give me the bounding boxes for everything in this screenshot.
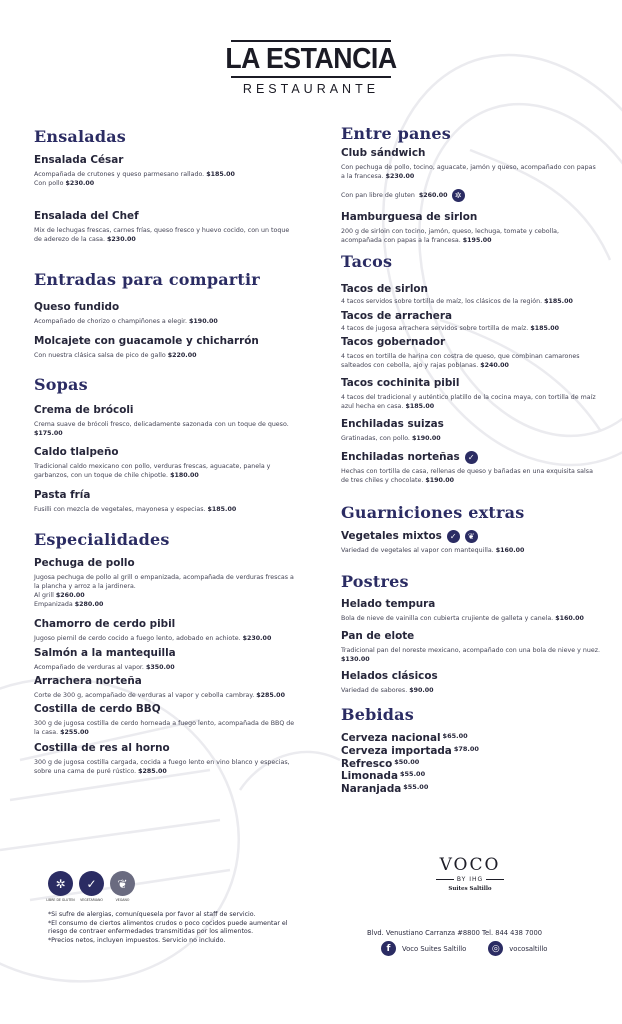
item-desc: Con nuestra clásica salsa de pico de gallo $220.00 — [34, 352, 197, 359]
section-title-guarniciones: Guarniciones extras — [341, 503, 525, 522]
vegetarian-check-icon: ✓ — [465, 451, 478, 464]
voco-location: Suites Saltillo — [448, 886, 492, 892]
item-desc: Hechas con tortilla de casa, rellenas de queso y bañadas en una exquisita salsa de tres chiles y chocolate. $190.00 — [341, 468, 593, 484]
item-name: Enchiladas norteñas ✓ — [341, 451, 601, 464]
gluten-free-option: Con pan libre de gluten $260.00 ✲ — [341, 189, 601, 202]
wheat-icon: ✲ — [48, 871, 73, 896]
leaf-icon: ❦ — [110, 871, 135, 896]
item-name: Crema de brócoli — [34, 404, 134, 416]
item-name: Hamburguesa de sirlon — [341, 211, 478, 223]
item-desc: Tradicional pan del noreste mexicano, acompañado con una bola de nieve y nuez. $130.00 — [341, 647, 601, 663]
restaurant-header — [0, 40, 622, 96]
item-name: Molcajete con guacamole y chicharrón — [34, 335, 259, 347]
item-desc: Acompañado de chorizo o champiñones a elegir. $190.00 — [34, 318, 218, 325]
menu-item — [341, 147, 601, 202]
item-desc: Fusilli con mezcla de vegetales, mayonesa y especias. $185.00 — [34, 506, 237, 513]
item-name: Tacos gobernador — [341, 336, 446, 348]
item-desc: 4 tacos en tortilla de harina con costra de queso, que combinan camarones salteados con cebolla, ajo y rajas poblanas. $240.00 — [341, 353, 580, 369]
item-name: Queso fundido — [34, 301, 120, 313]
item-name: Chamorro de cerdo pibil — [34, 618, 176, 630]
menu-item — [34, 210, 299, 244]
legend-vegan: ❦ VEGANO — [110, 871, 135, 902]
header-bottom-rule — [231, 76, 391, 78]
legend-gluten-free: ✲ LIBRE DE GLUTEN — [48, 871, 73, 902]
vegetarian-check-icon: ✓ — [447, 530, 460, 543]
item-name: Tacos de sirlon — [341, 283, 428, 295]
section-title-entre-panes: Entre panes — [341, 124, 451, 143]
wheat-icon: ✲ — [452, 189, 465, 202]
menu-item — [341, 530, 601, 555]
drink-item: Limonada $^{\$55.00}$ — [341, 770, 426, 782]
item-desc: Variedad de vegetales al vapor con mantequilla. $160.00 — [341, 547, 525, 554]
menu-item — [341, 670, 601, 695]
item-desc: 300 g de jugosa costilla cargada, cocida a fuego lento en vino blanco y especias, sobre una cama de puré rústico. $285.00 — [34, 759, 290, 775]
menu-item — [34, 446, 299, 480]
instagram-handle[interactable]: vocosaltillo — [509, 944, 548, 953]
drink-item: Cerveza importada $^{\$78.00}$ — [341, 745, 479, 757]
item-name: Helados clásicos — [341, 670, 438, 682]
item-name: Costilla de res al horno — [34, 742, 170, 754]
menu-item — [34, 703, 299, 737]
section-title-especialidades: Especialidades — [34, 530, 170, 549]
item-desc: 4 tacos de jugosa arrachera servidos sobre tortilla de maíz. $185.00 — [341, 325, 560, 332]
facebook-icon[interactable]: f — [381, 941, 396, 956]
menu-item — [34, 404, 299, 438]
item-name: Club sándwich — [341, 147, 426, 159]
item-desc: Corte de 300 g, acompañado de verduras al vapor y cebolla cambray. $285.00 — [34, 692, 285, 699]
section-title-postres: Postres — [341, 572, 409, 591]
item-desc: Con pechuga de pollo, tocino, aguacate, jamón y queso, acompañado con papas a la francesa. $230.00 — [341, 164, 596, 180]
item-name: Tacos cochinita pibil — [341, 377, 460, 389]
item-name: Arrachera norteña — [34, 675, 142, 687]
item-desc: 200 g de sirloin con tocino, jamón, queso, lechuga, tomate y cebolla, acompañada con papas a la francesa. $195.00 — [341, 228, 559, 244]
menu-item — [341, 418, 601, 443]
menu-item — [34, 647, 299, 672]
item-name: Pasta fría — [34, 489, 91, 501]
menu-item — [34, 742, 299, 776]
restaurant-name: LA ESTANCIA — [225, 43, 397, 75]
menu-item — [341, 211, 601, 245]
menu-item — [341, 451, 601, 485]
section-title-tacos: Tacos — [341, 252, 393, 271]
section-title-entradas: Entradas para compartir — [34, 270, 260, 289]
item-name: Salmón a la mantequilla — [34, 647, 176, 659]
item-desc: Bola de nieve de vainilla con cubierta crujiente de galleta y canela. $160.00 — [341, 615, 584, 622]
item-name: Costilla de cerdo BBQ — [34, 703, 161, 715]
menu-item — [34, 557, 299, 609]
item-name: Ensalada César — [34, 154, 124, 166]
item-name: Enchiladas suizas — [341, 418, 444, 430]
menu-item — [341, 310, 601, 333]
facebook-handle[interactable]: Voco Suites Saltillo — [402, 944, 467, 953]
note-line: *El consumo de ciertos alimentos crudos o poco cocidos puede aumentar el riesgo de contraer enfermedades transmitidas por los alimentos. — [48, 919, 288, 936]
item-desc: Acompañada de crutones y queso parmesano rallado. $185.00 Con pollo $230.00 — [34, 171, 235, 187]
item-name: Pechuga de pollo — [34, 557, 135, 569]
item-desc: Crema suave de brócoli fresco, delicadamente sazonada con un toque de queso. $175.00 — [34, 421, 289, 437]
item-name: Helado tempura — [341, 598, 436, 610]
item-name: Tacos de arrachera — [341, 310, 452, 322]
menu-item — [341, 598, 601, 623]
item-desc: 300 g de jugosa costilla de cerdo horneada a fuego lento, acompañada de BBQ de la casa. $255.00 — [34, 720, 295, 736]
note-line: *Precios netos, incluyen impuestos. Servicio no incluido. — [48, 936, 226, 944]
menu-item — [34, 489, 299, 514]
item-desc: Tradicional caldo mexicano con pollo, verduras frescas, aguacate, panela y garbanzos, con un toque de chile chipotle. $180.00 — [34, 463, 271, 479]
section-title-bebidas: Bebidas — [341, 705, 414, 724]
drink-item: Refresco $^{\$50.00}$ — [341, 758, 420, 770]
item-desc: Acompañado de verduras al vapor. $350.00 — [34, 664, 175, 671]
voco-by-ihg: BY IHG — [400, 876, 540, 883]
vegan-leaf-icon: ❦ — [465, 530, 478, 543]
menu-item — [34, 301, 299, 326]
menu-item — [341, 283, 601, 306]
item-desc: Jugoso piernil de cerdo cocido a fuego lento, adobado en achiote. $230.00 — [34, 635, 272, 642]
drink-item: Cerveza nacional $^{\$65.00}$ — [341, 732, 468, 744]
drink-item: Naranjada $^{\$55.00}$ — [341, 783, 429, 795]
instagram-icon[interactable]: ◎ — [488, 941, 503, 956]
item-name: Vegetales mixtos ✓ ❦ — [341, 530, 601, 543]
note-line: *Si sufre de alergias, comuníquesela por favor al staff de servicio. — [48, 911, 256, 918]
voco-wordmark: VOCO — [439, 855, 501, 875]
item-desc: Mix de lechugas frescas, carnes frías, queso fresco y huevo cocido, con un toque de aderezo de la casa. $230.00 — [34, 227, 290, 243]
allergy-notes — [48, 911, 308, 945]
legend-vegetarian: ✓ VEGETARIANO — [79, 871, 104, 902]
item-name: Pan de elote — [341, 630, 415, 642]
item-name: Ensalada del Chef — [34, 210, 139, 222]
item-desc: 4 tacos servidos sobre tortilla de maíz, los clásicos de la región. $185.00 — [341, 298, 573, 305]
item-desc: Jugosa pechuga de pollo al grill o empanizada, acompañada de verduras frescas a la plancha y arroz a la jardinera. Al grill $260.00 Empanizada $280.00 — [34, 574, 294, 608]
menu-item — [34, 335, 299, 360]
item-desc: 4 tacos del tradicional y auténtico platillo de la cocina maya, con tortilla de maíz azul hecha en casa. $185.00 — [341, 394, 596, 410]
menu-item — [341, 336, 601, 370]
social-links — [381, 941, 547, 956]
menu-item — [341, 630, 601, 664]
menu-item — [34, 675, 299, 700]
item-desc: Variedad de sabores. $90.00 — [341, 687, 434, 694]
hotel-address: Blvd. Venustiano Carranza #8800 Tel. 844 438 7000 — [367, 929, 543, 937]
item-name: Caldo tlalpeño — [34, 446, 119, 458]
menu-item — [34, 154, 299, 188]
voco-logo — [400, 855, 540, 892]
dietary-legend — [48, 871, 135, 902]
section-title-sopas: Sopas — [34, 375, 88, 394]
restaurant-subtitle: RESTAURANTE — [242, 82, 380, 96]
menu-item — [341, 377, 601, 411]
section-title-ensaladas: Ensaladas — [34, 127, 127, 146]
menu-item — [34, 618, 299, 643]
item-desc: Gratinadas, con pollo. $190.00 — [341, 435, 441, 442]
check-v-icon: ✓ — [79, 871, 104, 896]
